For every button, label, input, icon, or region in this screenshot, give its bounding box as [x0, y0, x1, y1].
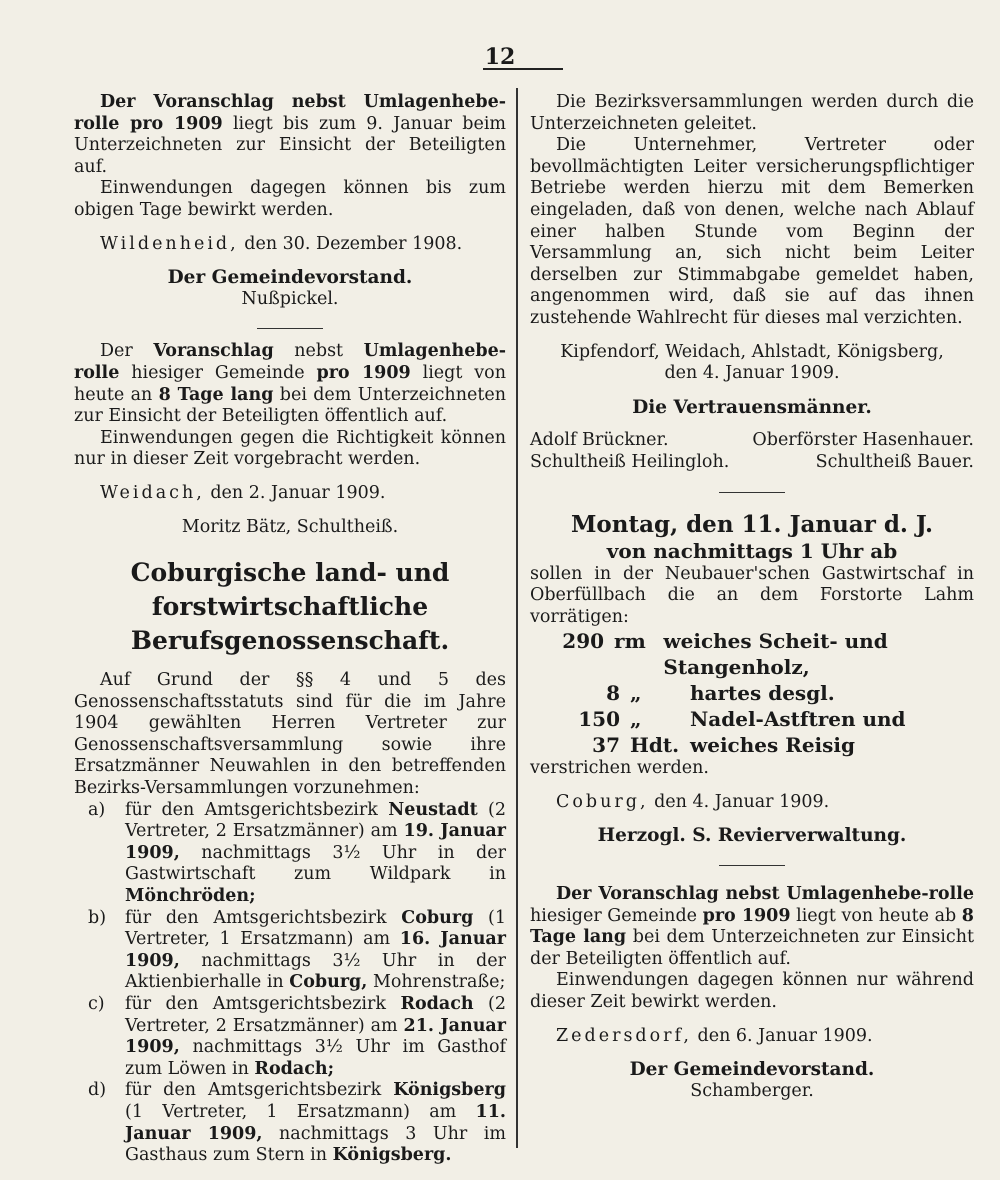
notice-paragraph: Die Unternehmer, Vertreter oder bevollmächtigten Leiter versicherungspflichtiger Betriebe werden hierzu mit dem Bemerken eingeladen, daß von denen, welche nach Ablauf einer halben Stunde vom Beginn der Versammlung an, sich nicht beim Leiter derselben zur Stimmabgabe gemeldet haben, angenommen wird, daß sie auf das ihnen zustehende Wahlrecht für dieses mal verzichten. [530, 135, 974, 328]
signature-name: Adolf Brückner. [530, 430, 669, 451]
signature-name: Schamberger. [690, 1080, 814, 1101]
dateline-date: den 2. Januar 1909. [204, 482, 386, 503]
notice-heading: Coburgische land- und [130, 558, 450, 588]
signature-names-row [530, 430, 974, 452]
notice-bold-text: 8 Tage lang [158, 384, 274, 405]
notice-weidach [74, 341, 506, 538]
dateline-date: den 4. Januar 1909. [664, 363, 840, 384]
notice-subheading: von nachmittags 1 Uhr ab [606, 538, 898, 563]
quantity-number: 150 [578, 707, 620, 732]
page-number: 12 [484, 44, 516, 70]
list-item-text: nachmittags 3½ Uhr in der Gastwirtschaft zum Wildpark in [125, 842, 506, 885]
list-item-text: Mohrenstraße; [367, 972, 506, 993]
signature-title: Der Gemeindevorstand. [167, 267, 413, 289]
notice-bold-text: Der Voranschlag nebst Umlagenhebe-rolle [556, 884, 974, 905]
list-item-label: b) [88, 907, 107, 928]
signature-title: Die Vertrauensmänner. [632, 396, 872, 418]
notice-bold-text: pro 1909 [702, 905, 791, 926]
signature-title: Der Gemeindevorstand. [629, 1059, 875, 1081]
quantity-description: Nadel-Astftren und [690, 707, 906, 732]
notice-berufsgenossenschaft-continued [530, 92, 974, 474]
dateline-place: Coburg, [556, 791, 649, 812]
notice-paragraph: Einwendungen gegen die Richtigkeit können nur in dieser Zeit vorgebracht werden. [74, 427, 506, 470]
list-item-label: d) [88, 1080, 107, 1101]
list-item-label: c) [88, 994, 105, 1014]
dateline [74, 483, 506, 505]
list-item [74, 908, 506, 994]
list-item-bold-text: Rodach; [254, 1058, 335, 1079]
notice-paragraph: verstrichen werden. [530, 758, 709, 779]
notice-text: bei dem Unterzeichneten zur Einsicht der Beteiligten öffentlich auf. [74, 384, 506, 427]
notice-paragraph: Auf Grund der §§ 4 und 5 des Genossenschaftsstatuts sind für die im Jahre 1904 gewählten Herren Vertreter zur Genossenschaftsversammlung sowie ihre Ersatzmänner Neuwahlen in den betreffenden Bezirks-Versammlungen vorzunehmen: [74, 670, 506, 799]
dateline-date: den 6. Januar 1909. [691, 1025, 873, 1046]
dateline-place: Weidach, [100, 482, 205, 503]
notice-berufsgenossenschaft [74, 556, 506, 1167]
list-item-bold-text: Coburg, [289, 972, 368, 993]
quantity-number: 37 [592, 733, 620, 758]
notice-paragraph [74, 92, 506, 178]
notice-bold-text: pro 1909 [316, 362, 411, 383]
list-item-text: (2 Vertreter, 2 Ersatzmänner) am [125, 994, 507, 1036]
notice-paragraph [530, 884, 974, 970]
notice-bold-text: Der Voranschlag nebst Umlagenhebe-rolle pro 1909 [74, 92, 506, 134]
dateline-places: Kipfendorf, Weidach, Ahlstadt, Königsberg, [560, 341, 944, 362]
notice-text: nebst [273, 341, 364, 362]
quantity-description: weiches Scheit- und Stangenholz, [663, 629, 888, 680]
list-item-bold-text: Mönchröden; [125, 886, 256, 907]
dateline [530, 1026, 974, 1048]
quantity-unit: „ [630, 681, 642, 706]
quantity-description: weiches Reisig [690, 733, 855, 758]
quantity-description: hartes desgl. [690, 681, 835, 706]
dateline-place: Zedersdorf, [556, 1025, 692, 1046]
list-item-label: a) [88, 799, 106, 820]
notice-heading: forstwirtschaftliche Berufsgenossenschaft. [130, 592, 450, 656]
list-item-text: für den Amtsgerichtsbezirk [125, 994, 401, 1014]
page-number-rule [483, 68, 563, 70]
quantity-row [530, 706, 974, 732]
notice-text: hiesiger Gemeinde [530, 905, 703, 926]
notice-wildenheid [74, 92, 506, 310]
right-column [530, 92, 974, 1102]
notice-bold-text: 8 Tage lang [530, 905, 974, 948]
list-item-text: nachmittags 3½ Uhr in der Aktienbierhalle in [125, 950, 506, 993]
list-item-text: (1 Vertreter, 1 Ersatzmann) am [125, 1101, 476, 1122]
notice-text: Der [100, 341, 154, 362]
signature-name: Schultheiß Heilingloh. [530, 451, 730, 472]
dateline-date: den 4. Januar 1909. [648, 791, 830, 812]
list-item-bold-text: Königsberg [393, 1080, 506, 1101]
signature-name: Nußpickel. [241, 288, 339, 309]
notice-text: liegt von heute an [74, 362, 506, 405]
notice-paragraph: sollen in der Neubauer'schen Gastwirtschaf in Oberfüllbach die an dem Forstorte Lahm vorrätigen: [530, 563, 974, 627]
list-item-bold-text: 19. Januar 1909, [125, 821, 506, 863]
list-item-bold-text: Königsberg. [332, 1145, 452, 1166]
list-item [74, 1080, 506, 1166]
column-divider [516, 88, 518, 1148]
notice-text: liegt bis zum 9. Januar beim Unterzeichneten zur Einsicht der Beteiligten auf. [74, 113, 507, 177]
quantity-number: 290 [562, 629, 605, 654]
notice-heading: Montag, den 11. Januar d. J. [570, 510, 934, 538]
list-item-text: für den Amtsgerichtsbezirk [125, 1080, 394, 1101]
list-item-text: (1 Vertreter, 1 Ersatzmann) am [125, 907, 507, 950]
list-item-bold-text: 11. Januar 1909, [125, 1101, 506, 1144]
notice-bold-text: Umlagenhebe-rolle [74, 341, 506, 383]
left-column [74, 92, 506, 1167]
notice-text: bei dem Unterzeichneten zur Einsicht der Beteiligten öffentlich auf. [530, 927, 974, 969]
quantity-unit: Hdt. [630, 733, 680, 758]
quantity-row [530, 680, 974, 706]
list-item [74, 800, 506, 908]
notice-text: hiesiger Gemeinde [119, 362, 317, 383]
list-item-bold-text: 16. Januar 1909, [125, 929, 506, 971]
signature-title: Herzogl. S. Revierverwaltung. [597, 825, 907, 847]
list-item-text: (2 Vertreter, 2 Ersatzmänner) am [125, 799, 506, 842]
list-item-text: für den Amtsgerichtsbezirk [125, 799, 389, 820]
dateline-date: den 30. Dezember 1908. [238, 233, 463, 254]
list-item-text: nachmittags 3½ Uhr im Gasthof zum Löwen in [125, 1037, 506, 1079]
notice-holzverkauf [530, 511, 974, 848]
notice-paragraph [74, 341, 506, 427]
signature-name: Schultheiß Bauer. [815, 451, 974, 472]
list-item-bold-text: Neustadt [388, 799, 478, 820]
district-list [74, 800, 506, 1167]
list-item-text: für den Amtsgerichtsbezirk [125, 907, 402, 928]
quantity-list [530, 628, 974, 758]
dateline-place: Wildenheid, [100, 233, 239, 254]
notice-paragraph: Die Bezirksversammlungen werden durch die Unterzeichneten geleitet. [530, 92, 974, 134]
notice-text: liegt von heute ab [790, 905, 962, 926]
notice-bold-text: Voranschlag [153, 341, 274, 362]
signature-name: Moritz Bätz, Schultheiß. [181, 516, 399, 537]
quantity-row [530, 628, 974, 680]
dateline [530, 792, 974, 814]
notice-zedersdorf [530, 884, 974, 1102]
dateline [74, 234, 506, 256]
quantity-unit: rm [614, 629, 646, 654]
list-item-bold-text: Coburg [401, 907, 474, 928]
list-item-bold-text: 21. Januar 1909, [125, 1015, 506, 1058]
quantity-row [530, 732, 974, 758]
list-item-bold-text: Rodach [400, 994, 474, 1014]
list-item [74, 994, 506, 1080]
signature-names-row [530, 452, 974, 474]
signature-name: Oberförster Hasenhauer. [752, 430, 974, 451]
notice-paragraph: Einwendungen dagegen können bis zum obigen Tage bewirkt werden. [74, 178, 506, 220]
quantity-unit: „ [630, 707, 642, 732]
quantity-number: 8 [606, 681, 620, 706]
list-item-text: nachmittags 3 Uhr im Gasthaus zum Stern in [125, 1123, 506, 1166]
notice-paragraph: Einwendungen dagegen können nur während dieser Zeit bewirkt werden. [530, 970, 974, 1013]
